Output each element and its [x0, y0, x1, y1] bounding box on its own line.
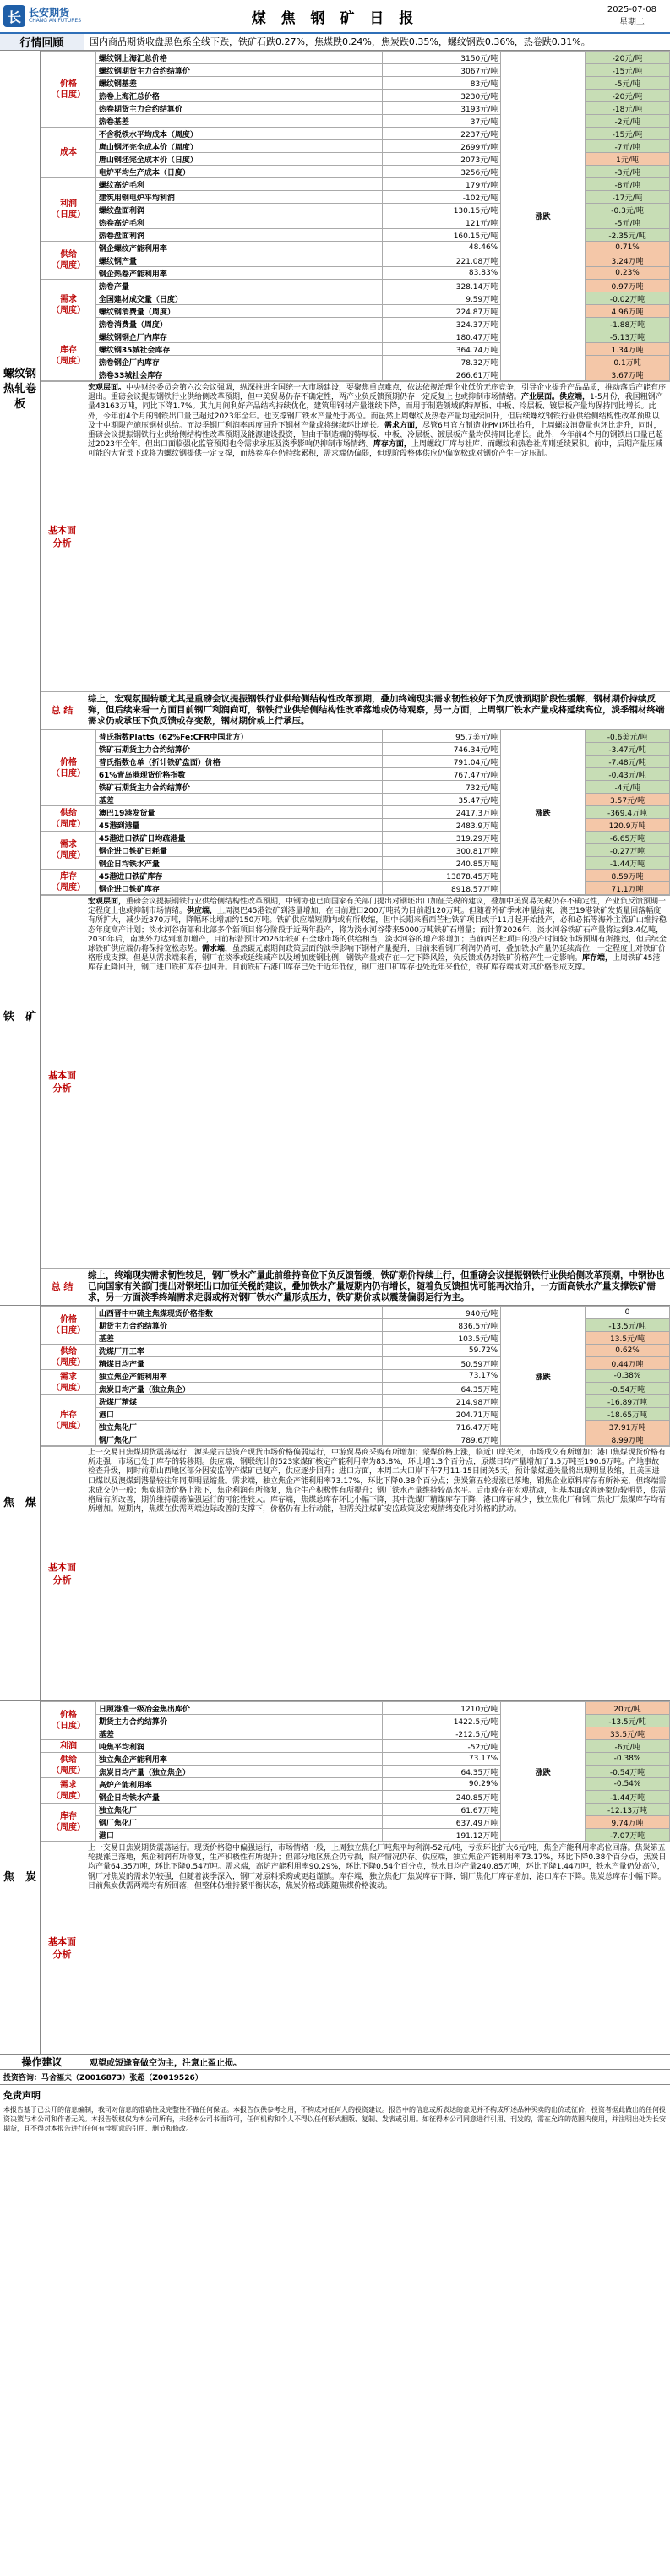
analysis-row: [41, 895, 670, 1268]
indicator-name: 螺纹钢钢企厂内库存: [95, 330, 383, 343]
indicator-change: -0.43元/吨: [586, 768, 670, 781]
indicator-value: 2417.3万吨: [383, 806, 501, 819]
indicator-value: 1210元/吨: [383, 1702, 501, 1715]
indicator-value: 221.08万吨: [383, 254, 501, 267]
report-header: [0, 0, 670, 34]
indicator-change: -0.38%: [586, 1753, 670, 1766]
analysis-row: [41, 1446, 670, 1700]
indicator-change: 0.71%: [586, 242, 670, 254]
indicator-change: 20元/吨: [586, 1702, 670, 1715]
indicator-value: 73.17%: [383, 1753, 501, 1766]
indicator-change: -7.07万吨: [586, 1829, 670, 1842]
market-review: [0, 34, 670, 51]
indicator-change: 0.23%: [586, 267, 670, 280]
indicator-name: 热卷上海汇总价格: [95, 90, 383, 102]
analysis-key: 宏观层面。: [88, 384, 127, 392]
indicator-name: 钢企日均铁水产量: [95, 1791, 383, 1804]
indicator-value: -102元/吨: [383, 191, 501, 204]
indicator-value: 2699元/吨: [383, 140, 501, 153]
indicator-name: 61%青岛港现货价格指数: [95, 768, 383, 781]
section-body: [41, 51, 670, 729]
analysis-key: 库存方面，: [373, 440, 411, 450]
indicator-change: -18元/吨: [586, 102, 670, 115]
indicator-change: 37.91万吨: [586, 1421, 670, 1433]
indicator-value: 767.47元/吨: [383, 768, 501, 781]
category-label: 供给 （周度）: [41, 1345, 96, 1370]
analysis-paragraph: [88, 1844, 666, 1891]
category-label: 需求 （周度）: [41, 1778, 96, 1804]
indicator-name: 45港到港量: [95, 819, 383, 832]
indicator-name: 热卷盘面利润: [95, 229, 383, 242]
indicator-name: 日照港准一级冶金焦出库价: [95, 1702, 383, 1715]
section-body: [41, 1306, 670, 1700]
indicator-name: 洗煤厂开工率: [95, 1345, 383, 1357]
indicator-value: 940元/吨: [383, 1307, 501, 1319]
indicator-name: 不含税铁水平均成本（周度）: [95, 128, 383, 140]
indicator-value: 48.46%: [383, 242, 501, 254]
analysis-body: 上一交易日焦炭期货震荡运行。现货价格稳中偏强运行，市场情绪一般，上周独立焦化厂吨焦平均利润-52元/吨，亏损环比扩大6元/吨，焦企产能利用率高位回落。焦炭第五轮提涨已落地，焦企利润有所修复，生产积极性有所提升；但部分地区焦企仍亏损，限产情况仍存。供应端，独立焦企产能利用率73.17%，环比下降0.38个百分点，焦炭日均产量64.35万吨，环比下降0.54万吨。需求端，高炉产能利用率90.29%，环比下降0.54个百分点，铁水日均产量240.85万吨，环比下降1.44万吨，铁水产量仍处高位，钢厂对焦炭的需求仍较强，但随着淡季深入，钢厂对原料采购或更趋谨慎。库存端，独立焦化厂焦炭库存下降，钢厂焦化厂库存增加，港口库存下降。焦炭总库存小幅下降。目前焦炭供需两端均有所回落，但整体仍维持紧平衡状态，焦炭价格或跟随焦煤价格波动。: [88, 1844, 667, 1891]
category-label: 成本: [41, 128, 96, 178]
indicator-change: -1.44万吨: [586, 857, 670, 870]
market-review-label: 行情回顾: [0, 34, 84, 50]
indicator-change: -0.54万吨: [586, 1766, 670, 1778]
summary-label: 总 结: [41, 1269, 84, 1305]
analysis-label: 基本面 分析: [41, 1842, 84, 2054]
category-label: 需求 （周度）: [41, 1370, 96, 1395]
analysis-body: 上周澳巴45港铁矿到港量增加，在目前进口200万吨转为目前超120万吨。但随着外矿季末冲量结束，澳巴19港铁矿发货量回落幅度有所扩大，减少近370万吨，降幅环比增加约150万吨。铁矿供应端短期内或有所收缩，但中长期来看西芒杜铁矿项目或于11月起开始投产，必和必拓等海外主流矿山维持稳态年度高产计划；淡水河谷南部和北部多个新项目将分阶段于近两年投产，将为淡水河谷带来5000万吨铁矿石增量；而计算2026年，淡水河谷铁矿石产量将达到3.4亿吨，2030年后，南澳外力达到增加增产，目前标普预计2026年铁矿石全球市场的供给相当，淡水河谷的增产将增加；当前西芒杜项目的投产时间较市场预期有所推迟，但后续全球铁矿供应端仍将保持宽松态势。: [88, 907, 667, 954]
indicator-value: 240.85万吨: [383, 857, 501, 870]
indicator-change: 4.96万吨: [586, 305, 670, 318]
indicator-value: 716.47万吨: [383, 1421, 501, 1433]
analysis-body: 上周螺纹厂库与社库、而螺纹和热卷社库则延续累积。前中，后期产量压减可能的大背景下或将为螺纹钢提供一定支撑，而热卷库存仍持续累积，需求端仍偏弱，但现阶段整体供应仍偏宽松或对钢价产生一定压制。: [88, 440, 662, 459]
indicator-change: -0.27万吨: [586, 844, 670, 857]
indicator-value: 637.49万吨: [383, 1816, 501, 1829]
change-header: 涨跌: [501, 52, 586, 381]
analysis-row: [41, 1842, 670, 2054]
section-2: [0, 1306, 670, 1701]
analysis-text: [84, 896, 670, 1268]
indicator-change: -13.5元/吨: [586, 1319, 670, 1332]
category-label: 库存 （周度）: [41, 330, 96, 381]
indicator-change: -13.5元/吨: [586, 1715, 670, 1727]
indicator-value: 191.12万吨: [383, 1829, 501, 1842]
analysis-body: 尽管6月官方制造业PMI环比抬升，上周螺纹消费量也环比走升，同时，重磅会议提振钢铁行业供给侧结构性改革预期及能源建设投资，但由于制造端的特厚板、中板、冷层板、镀层板产量均保持同比增长。此外，今年前4个月的钢铁出口量已超过2023年全年。但出口面临强化监管预期也令需求承压及淡季影响仍抑制市场情绪。: [88, 421, 663, 450]
analysis-key: 需求方面，: [384, 421, 423, 430]
indicator-change: -7元/吨: [586, 140, 670, 153]
change-header: 涨跌: [501, 1307, 586, 1446]
disclaimer-title: 免责声明: [3, 2090, 41, 2101]
indicator-value: 300.81万吨: [383, 844, 501, 857]
indicator-value: 3067元/吨: [383, 64, 501, 77]
indicator-name: 基差: [95, 794, 383, 806]
category-label: 库存 （周度）: [41, 1804, 96, 1842]
indicator-value: 214.98万吨: [383, 1395, 501, 1408]
indicator-change: -0.38%: [586, 1370, 670, 1383]
indicator-value: 3230元/吨: [383, 90, 501, 102]
indicator-name: 钢企日均铁水产量: [95, 857, 383, 870]
indicator-change: 1元/吨: [586, 153, 670, 166]
analysis-label: 基本面 分析: [41, 382, 84, 691]
indicator-value: 73.17%: [383, 1370, 501, 1383]
report-title: 煤 焦 钢 矿 日 报: [251, 9, 419, 27]
indicator-change: -15元/吨: [586, 128, 670, 140]
indicator-change: -0.54万吨: [586, 1383, 670, 1395]
indicator-name: 吨焦平均利润: [95, 1740, 383, 1753]
summary-text: 综上，宏观氛围转暖尤其是重磅会议提振钢铁行业供给侧结构性改革预期，叠加终端现实需求韧性较好下负反馈预期阶段性缓解，钢材期价持续反弹，但后续来看一方面目前钢厂利润尚可，钢铁行业供给侧结构性改革落地或仍待观察，另一方面，上周钢厂铁水产量或将延续高位，淡季钢材终端需求仍或承压下负反馈或存变数，钢材期价或上行承压。: [88, 694, 665, 726]
indicator-value: 64.35万吨: [383, 1383, 501, 1395]
indicator-value: 2483.9万吨: [383, 819, 501, 832]
indicator-value: 64.35万吨: [383, 1766, 501, 1778]
indicator-name: 螺纹钢消费量（周度）: [95, 305, 383, 318]
indicator-name: 钢企热卷产能利用率: [95, 267, 383, 280]
indicator-name: 热卷钢企厂内库存: [95, 356, 383, 368]
indicator-name: 热卷消费量（周度）: [95, 318, 383, 330]
indicator-change: -1.44万吨: [586, 1791, 670, 1804]
indicator-change: -4元/吨: [586, 781, 670, 794]
category-label: 需求 （周度）: [41, 832, 96, 870]
category-label: 利润 （日度）: [41, 178, 96, 242]
indicator-value: 179元/吨: [383, 178, 501, 191]
indicator-value: 240.85万吨: [383, 1791, 501, 1804]
analysis-key: 供应端，: [187, 907, 218, 916]
indicator-value: 160.15元/吨: [383, 229, 501, 242]
indicator-change: -20元/吨: [586, 52, 670, 64]
indicator-change: -16.89万吨: [586, 1395, 670, 1408]
analysis-key: 宏观层面，: [88, 898, 127, 906]
indicator-name: 焦炭日均产量（独立焦企）: [95, 1383, 383, 1395]
analysis-body: 虽然碳元素期间政策层面的淡季影响下钢材产量提升，目前来看钢厂利润仍尚可，叠加铁水产量仍延续高位，一定程度上对铁矿价格形成支撑。但是从需求端来看，钢厂在淡季或延续减产以及增加废钢比例，钢铁产量或存在一定下降风险，负反馈或仍对铁矿价格产生一定影响。: [88, 945, 667, 963]
analysis-body: 上一交易日焦煤期货震荡运行，源头蒙古总资产现货市场价格偏弱运行，中游贸易商采购有所增加；蒙煤价格上涨，临近口岸关闭，市场成交有所增加；港口焦煤现货价格有所走强，市场已处于库存的转移期。供应端，钢联统计的523家煤矿核定产能利用率为83.8%，环比增1.3个百分点，原煤日均产量增加了1.5万吨至190.6万吨。产地事故检查升级，同时前期山西地区部分因安监停产煤矿已复产，供应逐步回升；进口方面，本周二大口岸下午7月11-15日闭关5天，预计蒙煤通关量将出现明显收缩，且美国进口煤以及澳煤到港量较往年同期明显缩量。需求端，独立焦企产能利用率73.17%，环比下降0.38个百分点；焦炭第五轮提涨已落地，钢焦企业原料库存有所补充，但终端需求成交仍一般；焦炭期货价格上涨下，焦企利润有所修复，焦企生产积极性有所提升；钢厂铁水产量维持较高水平。后市或存在宏观扰动，但基本面改善迹象仍较明显，供需格局有所改善，期价维持震荡偏强运行的可能性较大。库存端，焦煤总库存环比小幅下降，其中洗煤厂精煤库存下降，港口库存减少，独立焦化厂和钢厂焦化厂焦煤库存均有所增加。短期内，焦煤在供需两端边际改善的支撑下，价格仍有上行动能，但需关注煤矿安监政策及宏观情绪变化对价格的扰动。: [88, 1449, 667, 1514]
indicator-name: 基差: [95, 1727, 383, 1740]
indicator-table: [41, 1701, 670, 1842]
indicator-name: 期货主力合约结算价: [95, 1715, 383, 1727]
indicator-change: -15元/吨: [586, 64, 670, 77]
category-label: 价格 （日度）: [41, 52, 96, 128]
indicator-value: 266.61万吨: [383, 368, 501, 381]
indicator-value: 83元/吨: [383, 77, 501, 90]
indicator-value: 3193元/吨: [383, 102, 501, 115]
indicator-table: [41, 51, 670, 381]
summary-label: 总 结: [41, 692, 84, 729]
operation-advice-label: 操作建议: [0, 2055, 84, 2069]
indicator-change: -20元/吨: [586, 90, 670, 102]
indicator-value: 3150元/吨: [383, 52, 501, 64]
indicator-value: 37元/吨: [383, 115, 501, 128]
disclaimer-text: 本报告基于已公开的信息编制，我司对信息的准确性及完整性不做任何保证。本报告仅供参考之用，不构成对任何人的投资建议。报告中的信息或所表达的意见并不构成所述品种买卖的出价或征价，投资者据此做出的任何投资决策与本公司和作者无关。本报告版权仅为本公司所有，未经本公司书面许可，任何机构和个人不得以任何形式翻版、复制、发表或引用。如征得本公司同意进行引用、刊发的，需在允许的范围内使用，并注明出处为长安期货，且不得对本报告进行任何有悖原意的引用、删节和修改。: [3, 2106, 666, 2132]
indicator-name: 螺纹盘面利润: [95, 204, 383, 216]
indicator-change: -6.65万吨: [586, 832, 670, 844]
indicator-name: 45港进口铁矿库存: [95, 870, 383, 882]
indicator-value: 732元/吨: [383, 781, 501, 794]
indicator-name: 螺纹钢产量: [95, 254, 383, 267]
indicator-name: 高炉产能利用率: [95, 1778, 383, 1791]
indicator-value: -212.5元/吨: [383, 1727, 501, 1740]
report-weekday: 星期二: [618, 18, 645, 27]
indicator-change: -2元/吨: [586, 115, 670, 128]
indicator-value: -52元/吨: [383, 1740, 501, 1753]
analysis-text: [84, 1447, 670, 1700]
indicator-change: 0.62%: [586, 1345, 670, 1357]
logo-cn: 长安期货: [29, 7, 70, 19]
section-name: 螺纹钢 热轧卷板: [0, 51, 41, 729]
indicator-name: 焦炭日均产量（独立焦企）: [95, 1766, 383, 1778]
indicator-value: 180.47万吨: [383, 330, 501, 343]
indicator-change: -18.65万吨: [586, 1408, 670, 1421]
sections-container: [0, 51, 670, 2055]
indicator-name: 热卷基差: [95, 115, 383, 128]
indicator-row: [41, 1702, 670, 1715]
indicator-value: 121元/吨: [383, 216, 501, 229]
indicator-value: 224.87万吨: [383, 305, 501, 318]
indicator-value: 61.67万吨: [383, 1804, 501, 1816]
indicator-name: 山西晋中中硫主焦煤现货价格指数: [95, 1307, 383, 1319]
indicator-name: 热卷产量: [95, 280, 383, 292]
indicator-change: -7.48元/吨: [586, 756, 670, 768]
indicator-name: 钢企进口铁矿库存: [95, 882, 383, 895]
indicator-change: -0.6美元/吨: [586, 730, 670, 743]
indicator-change: 9.74万吨: [586, 1816, 670, 1829]
category-label: 需求 （周度）: [41, 280, 96, 330]
indicator-name: 精煤日均产量: [95, 1357, 383, 1370]
report-date: 2025-07-08: [607, 5, 656, 14]
indicator-name: 电炉平均生产成本（日度）: [95, 166, 383, 178]
indicator-name: 独立焦化厂: [95, 1421, 383, 1433]
indicator-name: 钢厂焦化厂: [95, 1816, 383, 1829]
summary-row: [41, 691, 670, 729]
indicator-value: 8918.57万吨: [383, 882, 501, 895]
indicator-change: -1.88万吨: [586, 318, 670, 330]
indicator-name: 港口: [95, 1408, 383, 1421]
indicator-name: 螺纹钢上海汇总价格: [95, 52, 383, 64]
operation-advice-text: 观望或短逢高做空为主，注意止盈止损。: [90, 2059, 242, 2068]
category-label: 供给 （周度）: [41, 806, 96, 832]
indicator-name: 热卷期货主力合约结算价: [95, 102, 383, 115]
indicator-name: 独立焦企产能利用率: [95, 1370, 383, 1383]
summary-row: [41, 1268, 670, 1305]
indicator-name: 期货主力合约结算价: [95, 1319, 383, 1332]
indicator-value: 836.5元/吨: [383, 1319, 501, 1332]
indicator-change: 0: [586, 1307, 670, 1319]
indicator-name: 螺纹高炉毛利: [95, 178, 383, 191]
indicator-value: 95.7美元/吨: [383, 730, 501, 743]
logo-en: CHANG AN FUTURES: [29, 18, 82, 25]
indicator-row: [41, 52, 670, 64]
indicator-name: 热卷高炉毛利: [95, 216, 383, 229]
indicator-name: 45港进口铁矿日均疏港量: [95, 832, 383, 844]
analyst-line: 投资咨询：马舍福夫（Z0016873）张超（Z0019526）: [0, 2070, 670, 2085]
category-label: 供给 （周度）: [41, 242, 96, 280]
indicator-value: 2237元/吨: [383, 128, 501, 140]
indicator-name: 澳巴19港发货量: [95, 806, 383, 819]
indicator-change: 1.34万吨: [586, 343, 670, 356]
category-label: 价格 （日度）: [41, 1702, 96, 1740]
indicator-value: 328.14万吨: [383, 280, 501, 292]
indicator-row: [41, 730, 670, 743]
indicator-name: 螺纹钢35城社会库存: [95, 343, 383, 356]
indicator-name: 钢企螺纹产能利用率: [95, 242, 383, 254]
indicator-change: 120.9万吨: [586, 819, 670, 832]
disclaimer: [0, 2085, 670, 2137]
indicator-change: 0.1万吨: [586, 356, 670, 368]
indicator-value: 791.04元/吨: [383, 756, 501, 768]
market-review-text: 国内商品期货收盘黑色系全线下跌，铁矿石跌0.27%，焦煤跌0.24%，焦炭跌0.35%，螺纹钢跌0.36%，热卷跌0.31%。: [90, 36, 591, 47]
indicator-name: 铁矿石期货主力合约结算价: [95, 743, 383, 756]
indicator-name: 独立焦化厂: [95, 1804, 383, 1816]
indicator-value: 83.83%: [383, 267, 501, 280]
indicator-change: -0.02万吨: [586, 292, 670, 305]
change-header: 涨跌: [501, 730, 586, 895]
section-body: [41, 729, 670, 1305]
indicator-value: 319.29万吨: [383, 832, 501, 844]
indicator-change: -5元/吨: [586, 216, 670, 229]
indicator-value: 9.59万吨: [383, 292, 501, 305]
indicator-change: 3.24万吨: [586, 254, 670, 267]
indicator-value: 204.71万吨: [383, 1408, 501, 1421]
indicator-change: 8.99万吨: [586, 1433, 670, 1446]
indicator-name: 铁矿石期货主力合约结算价: [95, 781, 383, 794]
analysis-body: 重磅会议提振钢铁行业供给侧结构性改革预期，中钢协也已向国家有关部门提出对钢坯出口加征关税的建议，叠加中美贸易关税仍存不确定性，产业负反馈预期一定程度上也或抑制市场情绪。: [88, 898, 667, 916]
indicator-change: -369.4万吨: [586, 806, 670, 819]
indicator-table: [41, 1306, 670, 1446]
analysis-paragraph: [88, 1449, 666, 1514]
indicator-value: 1422.5元/吨: [383, 1715, 501, 1727]
analysis-row: [41, 381, 670, 691]
category-label: 库存 （周度）: [41, 1395, 96, 1446]
section-name: 铁 矿: [0, 729, 41, 1305]
indicator-value: 364.74万吨: [383, 343, 501, 356]
analysis-text: [84, 1842, 670, 2054]
section-3: [0, 1701, 670, 2055]
indicator-value: 90.29%: [383, 1778, 501, 1791]
analysis-label: 基本面 分析: [41, 1447, 84, 1700]
section-body: [41, 1701, 670, 2054]
indicator-name: 港口: [95, 1829, 383, 1842]
analysis-body: 1-5月份，我国粗钢产量43163万吨，同比下降1.7%。其九月间利好产品结构持续优化，建筑用钢材产量继续下降，而用于制造领域的特厚板、中板、冷层板、镀层板产量均保持同比增长。此外，今年前4个月的钢铁出口量已超过2023年全年。也支撑钢厂铁水产量处于高位。而虽然上周螺纹及热卷产量均延续回升，但后续螺纹钢铁行业供给侧结构性改革预期以及十中期限产施压钢材供给。而淡季钢厂利润率再度回升下钢材产量或将继续环比增长。: [88, 393, 663, 430]
section-0: [0, 51, 670, 729]
indicator-change: -5元/吨: [586, 77, 670, 90]
category-label: 价格 （日度）: [41, 730, 96, 806]
change-header: 涨跌: [501, 1702, 586, 1842]
indicator-change: -0.3元/吨: [586, 204, 670, 216]
indicator-value: 59.72%: [383, 1345, 501, 1357]
indicator-change: -3.47元/吨: [586, 743, 670, 756]
indicator-name: 螺纹钢期货主力合约结算价: [95, 64, 383, 77]
indicator-change: -2.35元/吨: [586, 229, 670, 242]
indicator-name: 洗煤厂精煤: [95, 1395, 383, 1408]
indicator-change: 0.97万吨: [586, 280, 670, 292]
indicator-name: 普氏指数仓单（折计铁矿盘面）价格: [95, 756, 383, 768]
indicator-value: 789.6万吨: [383, 1433, 501, 1446]
indicator-name: 普氏指数Platts（62%Fe:CFR中国北方）: [95, 730, 383, 743]
indicator-change: 8.59万吨: [586, 870, 670, 882]
indicator-value: 78.32万吨: [383, 356, 501, 368]
indicator-change: -3元/吨: [586, 166, 670, 178]
indicator-change: -8元/吨: [586, 178, 670, 191]
analysis-key: 产业层面。供应端，: [521, 393, 591, 402]
indicator-name: 钢企进口铁矿日耗量: [95, 844, 383, 857]
indicator-value: 50.59万吨: [383, 1357, 501, 1370]
indicator-value: 746.34元/吨: [383, 743, 501, 756]
indicator-value: 130.15元/吨: [383, 204, 501, 216]
analysis-body: 上周铁矿45港库存止降回升，钢厂进口铁矿库存也回升。目前铁矿石港口库存已处于近年低位，钢厂进口矿库存也处近年来低位，铁矿库存端或对其价格形成支撑。: [88, 954, 661, 973]
indicator-name: 建筑用钢电炉平均利润: [95, 191, 383, 204]
operation-advice: [0, 2055, 670, 2070]
indicator-name: 基差: [95, 1332, 383, 1345]
indicator-value: 2073元/吨: [383, 153, 501, 166]
analysis-text: [84, 382, 670, 691]
category-label: 库存 （周度）: [41, 870, 96, 895]
indicator-row: [41, 1307, 670, 1319]
indicator-value: 35.47元/吨: [383, 794, 501, 806]
indicator-change: 33.5元/吨: [586, 1727, 670, 1740]
analysis-label: 基本面 分析: [41, 896, 84, 1268]
logo-mark-icon: 长: [3, 5, 25, 27]
indicator-name: 独立焦企产能利用率: [95, 1753, 383, 1766]
section-1: [0, 729, 670, 1306]
indicator-change: 3.57元/吨: [586, 794, 670, 806]
analysis-key: 需求端，: [202, 945, 233, 954]
indicator-value: 3256元/吨: [383, 166, 501, 178]
indicator-value: 103.5元/吨: [383, 1332, 501, 1345]
indicator-name: 唐山钢坯完全成本价（周度）: [95, 140, 383, 153]
indicator-change: -17元/吨: [586, 191, 670, 204]
section-name: 焦 炭: [0, 1701, 41, 2054]
category-label: 利润: [41, 1740, 96, 1753]
category-label: 供给 （周度）: [41, 1753, 96, 1778]
indicator-change: -6元/吨: [586, 1740, 670, 1753]
indicator-change: -12.13万吨: [586, 1804, 670, 1816]
section-name: 焦 煤: [0, 1306, 41, 1700]
indicator-table: [41, 729, 670, 895]
indicator-name: 钢厂焦化厂: [95, 1433, 383, 1446]
indicator-name: 全国建材成交量（日度）: [95, 292, 383, 305]
summary-text: 综上，终端现实需求韧性较足，钢厂铁水产量此前维持高位下负反馈暂缓，铁矿期价持续上行，但重磅会议提振钢铁行业供给侧改革预期，中钢协也已向国家有关部门提出对钢坯出口加征关税的建议，叠加铁水产量短期内仍有增长，随着负反馈担忧可能再次抬升，一方面高铁水产量支撑铁矿需求，另一方面淡季终端需求走弱或将对钢厂铁水产量形成压力，铁矿期价或以震荡偏弱运行为主。: [88, 1270, 665, 1302]
indicator-change: 71.1万吨: [586, 882, 670, 895]
indicator-change: 3.67万吨: [586, 368, 670, 381]
analysis-key: 库存端，: [582, 954, 613, 963]
indicator-name: 唐山钢坯完全成本价（日度）: [95, 153, 383, 166]
indicator-change: -0.54%: [586, 1778, 670, 1791]
indicator-name: 螺纹钢基差: [95, 77, 383, 90]
indicator-value: 13878.45万吨: [383, 870, 501, 882]
analysis-body: 中央财经委员会第六次会议强调，纵深推进全国统一大市场建设，要聚焦重点难点，依法依规治理企业低价无序竞争，引导企业提升产品品质，推动落后产能有序退出。重磅会议提振钢铁行业供给侧改革预期，但中美贸易仍存不确定性，两产业负反馈预期仍存一定反复上也或抑制市场情绪。: [88, 384, 667, 402]
indicator-change: 13.5元/吨: [586, 1332, 670, 1345]
indicator-change: -5.13万吨: [586, 330, 670, 343]
indicator-change: 0.44万吨: [586, 1357, 670, 1370]
category-label: 价格 （日度）: [41, 1307, 96, 1345]
indicator-value: 324.37万吨: [383, 318, 501, 330]
report-date-block: [607, 3, 656, 29]
indicator-name: 热卷33城社会库存: [95, 368, 383, 381]
